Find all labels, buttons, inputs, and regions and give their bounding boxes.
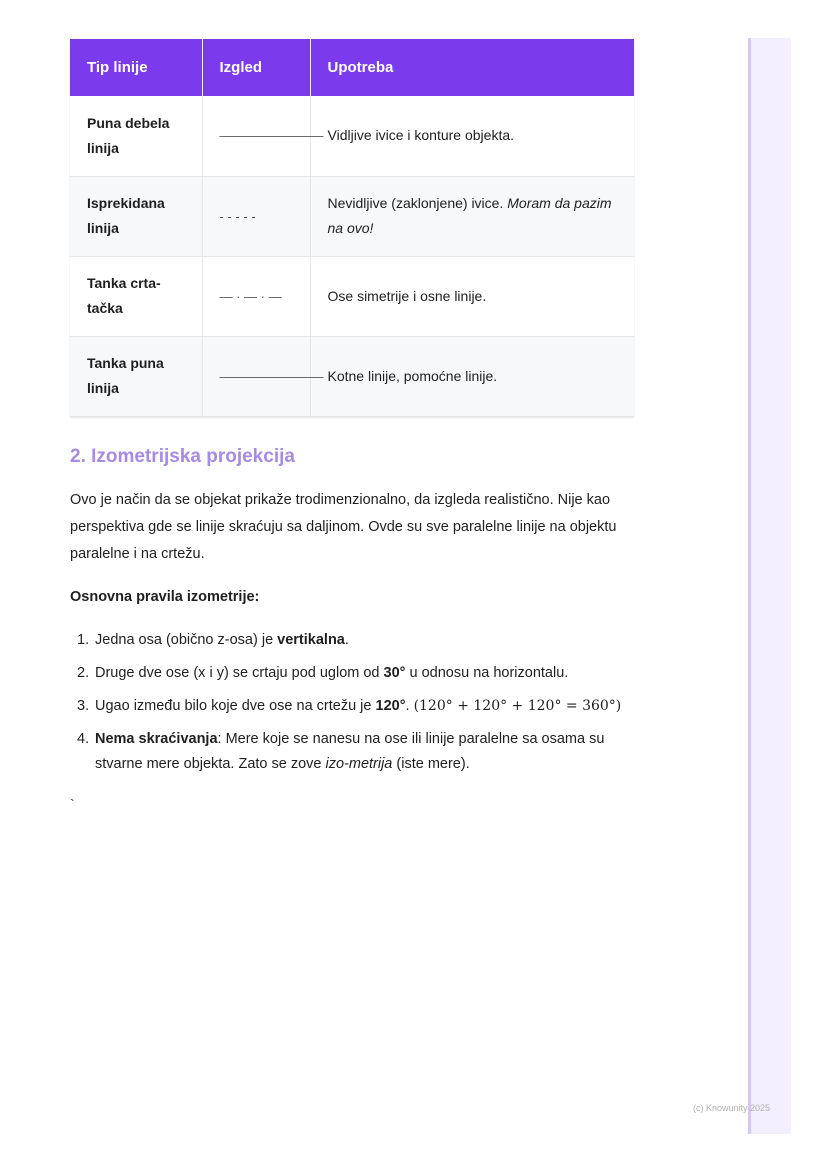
list-item: 3. Ugao između bilo koje dve ose na crtežu je 120°. (120° + 120° + 120° = 360°) — [70, 694, 640, 719]
row-line-look: - - - - - — [202, 176, 310, 256]
list-number: 3. — [77, 698, 90, 714]
row-line-name: Isprekidana linija — [70, 176, 202, 256]
row-line-name: Tanka puna linija — [70, 336, 202, 416]
list-number: 1. — [77, 632, 90, 648]
header-appearance: Izgled — [202, 39, 310, 96]
list-number: 4. — [77, 731, 90, 747]
row-line-look: ———————— — [202, 96, 310, 176]
row-line-use: Ose simetrije i osne linije. — [310, 256, 634, 336]
footer-copyright: (c) Knowunity 2025 — [693, 1103, 771, 1113]
angle-sum-formula: (120° + 120° + 120° = 360°) — [413, 698, 622, 714]
line-types-table — [70, 39, 634, 417]
row-line-use: Vidljive ivice i konture objekta. — [310, 96, 634, 176]
header-line-type: Tip linije — [70, 39, 202, 96]
table-row — [70, 336, 634, 416]
list-number: 2. — [77, 665, 90, 681]
table-row — [70, 256, 634, 336]
row-line-name: Tanka crta-tačka — [70, 256, 202, 336]
table-row — [70, 176, 634, 256]
row-line-use: Nevidljive (zaklonjene) ivice. Moram da pazim na ovo! — [310, 176, 634, 256]
list-item: 1. Jedna osa (obično z-osa) je vertikalna. — [70, 628, 640, 653]
list-item: 2. Druge dve ose (x i y) se crtaju pod uglom od 30° u odnosu na horizontalu. — [70, 661, 640, 686]
stray-backtick: ` — [70, 796, 75, 812]
table-row — [70, 96, 634, 176]
header-usage: Upotreba — [310, 39, 634, 96]
row-line-name: Puna debela linija — [70, 96, 202, 176]
row-line-look: ———————— — [202, 336, 310, 416]
decorative-side-strip — [748, 38, 791, 1134]
section-paragraph: Ovo je način da se objekat prikaže trodimenzionalno, da izgleda realistično. Nije kao perspektiva gde se linije skraćuju sa daljinom. Ovde su sve paralelne linije na objektu paralelne i na crtežu. — [70, 492, 617, 562]
isometry-rules-list — [70, 628, 640, 785]
section-title: 2. Izometrijska projekcija — [70, 446, 295, 467]
rules-label: Osnovna pravila izometrije: — [70, 589, 260, 605]
list-item: 4. Nema skraćivanja: Mere koje se nanesu na ose ili linije paralelne sa osama su stvarne mere objekta. Zato se zove izo-metrija (iste mere). — [70, 727, 640, 777]
row-line-use: Kotne linije, pomoćne linije. — [310, 336, 634, 416]
table-header-row — [70, 39, 634, 96]
row-line-look: — · — · — — [202, 256, 310, 336]
